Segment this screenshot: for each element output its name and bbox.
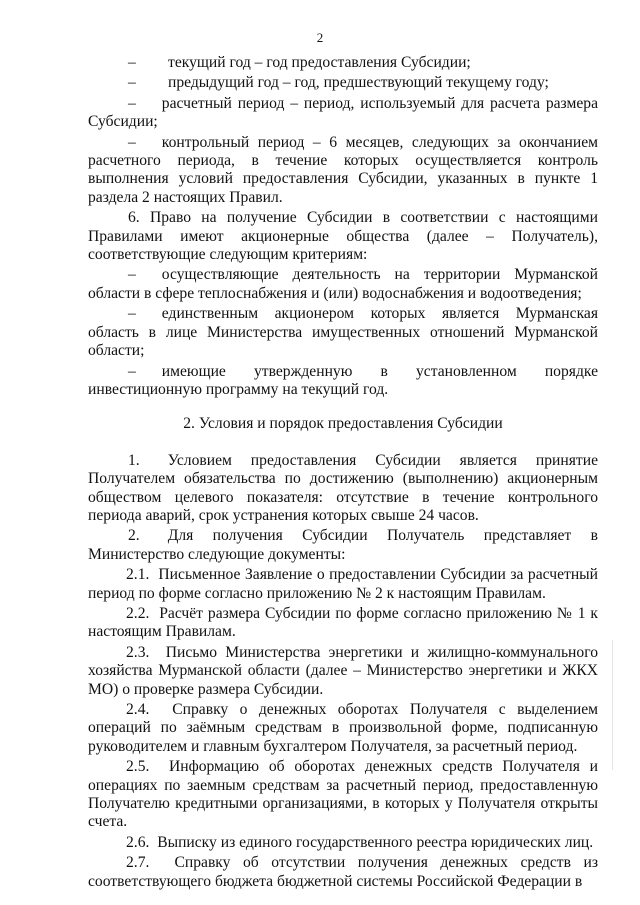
dash-marker: – <box>128 94 136 112</box>
definition-text: расчетный период – период, используемый для расчета размера Субсидии; <box>88 94 598 131</box>
subitem-number: 2.7. <box>126 854 150 872</box>
subitem-number: 2.3. <box>126 643 150 661</box>
definition-control-period <box>88 134 598 208</box>
subitem-text: Письмо Министерства энергетики и жилищно-коммунального хозяйства Мурманской области (далее – Министерство энергетики и ЖКХ МО) о проверке размера Субсидии. <box>88 643 599 698</box>
definition-calculation-period <box>88 95 598 132</box>
dash-marker: – <box>128 54 136 71</box>
scan-edge-line <box>612 640 613 770</box>
item-text: Для получения Субсидии Получатель представляет в Министерство следующие документы: <box>88 527 598 563</box>
definition-previous-year <box>88 74 598 92</box>
subitem-number: 2.2. <box>126 604 150 622</box>
subitem-2-6 <box>88 834 598 852</box>
subitem-text: Письменное Заявление о предоставлении Субсидии за расчетный период по форме согласно приложению № 2 к настоящим Правилам. <box>88 566 598 602</box>
criterion-shareholder <box>88 305 598 360</box>
definition-current-year <box>88 54 598 72</box>
item-text: Условием предоставления Субсидии является принятие Получателем обязательства по достижению (выполнению) акционерным обществом целевого показателя: отсутствие в течение контрольного периода аварий, срок устранения которых свыше 24 часов. <box>88 451 598 524</box>
criterion-text: имеющие утвержденную в установленном порядке инвестиционную программу на текущий год. <box>88 362 598 398</box>
subitem-number: 2.4. <box>126 701 150 718</box>
dash-marker: – <box>128 133 136 151</box>
subitem-2-1 <box>88 566 598 603</box>
subitem-text: Расчёт размера Субсидии по форме согласно приложению № 1 к настоящим Правилам. <box>88 604 599 641</box>
dash-marker: – <box>128 74 136 92</box>
subitem-text: Справку об отсутствии получения денежных средств из соответствующего бюджета бюджетной системы Российской Федерации в <box>88 854 598 890</box>
subitem-text: Справку о денежных оборотах Получателя с выделением операций по заёмным средствам в произвольной форме, подписанную руководителем и главным бухгалтером Получателя, за расчетный период. <box>88 701 599 755</box>
item-2 <box>88 527 598 564</box>
item-1 <box>88 452 598 526</box>
section-title: 2. Условия и порядок предоставления Субсидии <box>183 415 503 433</box>
page-number: 2 <box>316 30 324 45</box>
subitem-2-2 <box>88 605 598 642</box>
item-number: 2. <box>128 527 140 545</box>
criterion-activity <box>88 266 598 303</box>
definition-text: контрольный период – 6 месяцев, следующих за окончанием расчетного периода, в течение которых осуществляется контроль выполнения условий предоставления Субсидии, указанных в пункте 1 раздела 2 настоящих Правил. <box>88 133 598 206</box>
definition-text: текущий год – год предоставления Субсидии; <box>168 54 471 71</box>
subitem-2-5 <box>88 758 598 832</box>
subitem-text: Выписку из единого государственного реестра юридических лиц. <box>157 833 594 851</box>
subitem-2-3 <box>88 644 598 699</box>
criterion-text: единственным акционером которых является Мурманская область в лице Министерства имущественных отношений Мурманской области; <box>88 305 598 360</box>
definition-text: предыдущий год – год, предшествующий текущему году; <box>168 74 549 92</box>
criterion-investment-program <box>88 363 598 400</box>
subitem-text: Информацию об оборотах денежных средств Получателя и операциях по заемным средствам за расчетный период, предоставленную Получателю кредитными организациями, в которых у Получателя открыты счета. <box>88 758 598 831</box>
document-body <box>88 54 598 893</box>
subitem-number: 2.1. <box>126 566 150 584</box>
dash-marker: – <box>128 305 136 323</box>
subitem-number: 2.5. <box>126 758 150 776</box>
paragraph-6: 6. Право на получение Субсидии в соответствии с настоящими Правилами имеют акционерные общества (далее – Получатель), соответствующие следующим критериям: <box>88 209 598 264</box>
dash-marker: – <box>128 362 136 380</box>
subitem-2-4 <box>88 701 598 756</box>
criterion-text: осуществляющие деятельность на территории Мурманской области в сфере теплоснабжения и (или) водоснабжения и водоотведения; <box>88 266 598 302</box>
dash-marker: – <box>128 266 136 284</box>
subitem-number: 2.6. <box>126 833 150 851</box>
item-number: 1. <box>128 451 140 469</box>
subitem-2-7 <box>88 854 598 891</box>
